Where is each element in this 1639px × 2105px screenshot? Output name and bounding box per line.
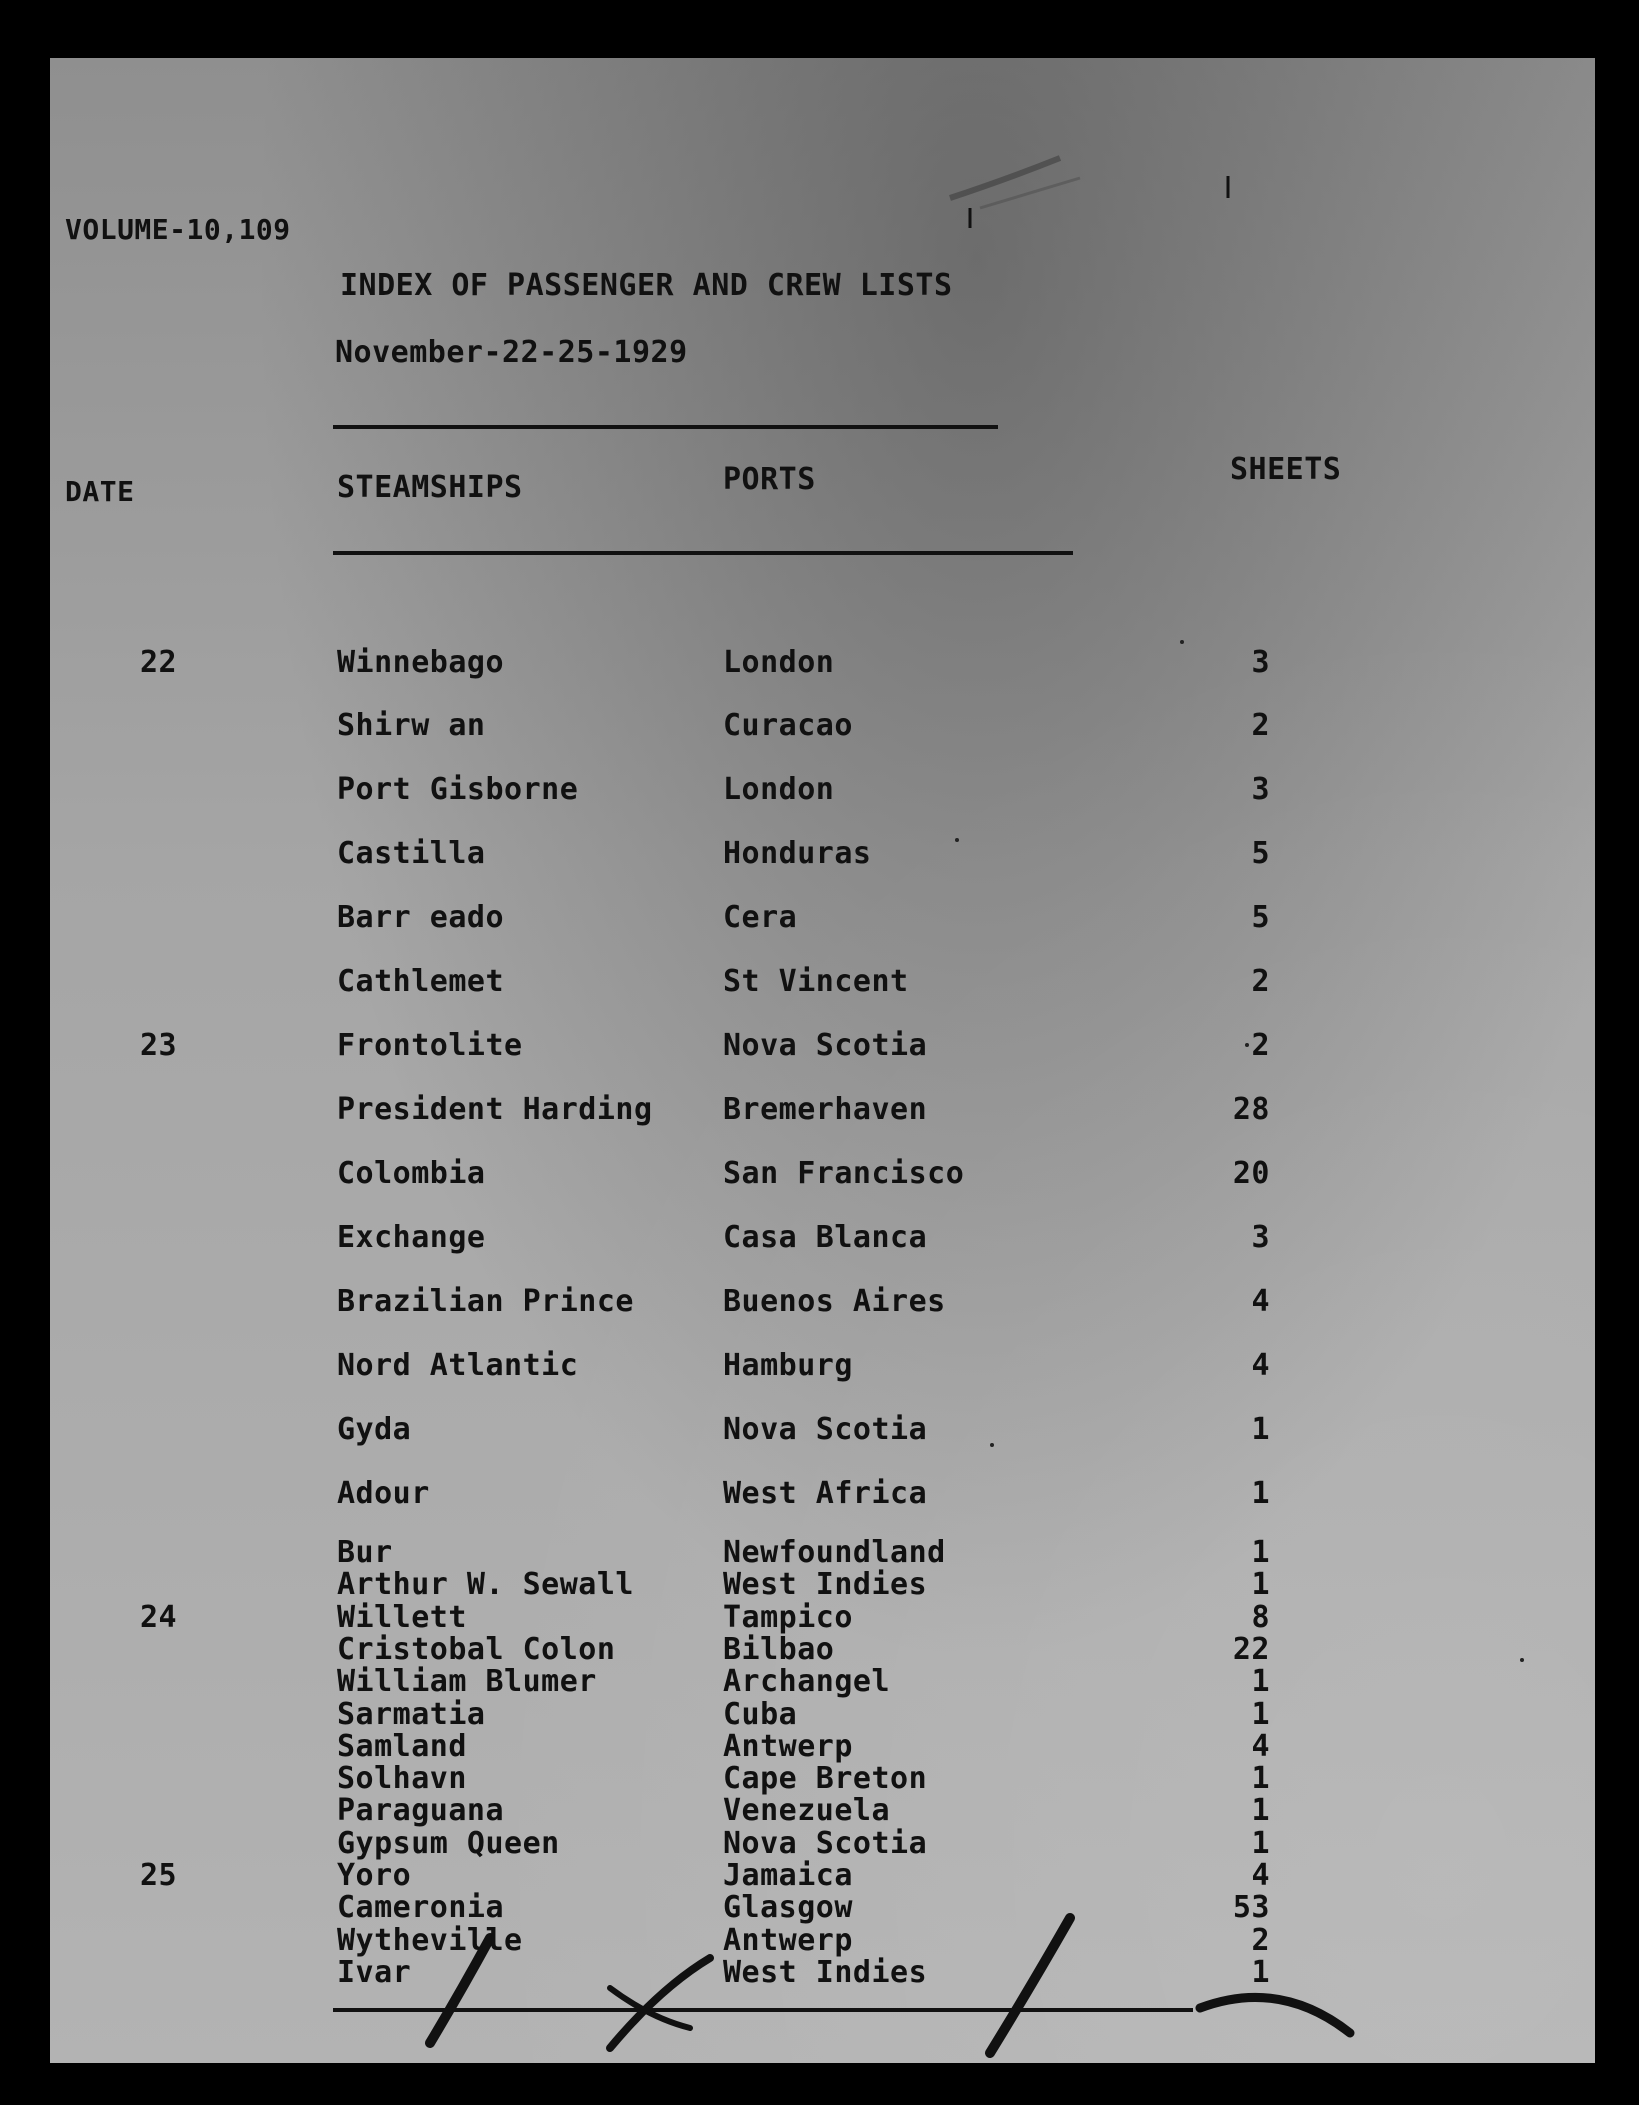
row-port: Nova Scotia	[723, 1412, 928, 1447]
row-sheets: 2	[1251, 708, 1270, 743]
row-port: Antwerp	[723, 1922, 853, 1958]
row-port: Bremerhaven	[723, 1092, 928, 1127]
row-port: Honduras	[723, 836, 872, 871]
row-port: Buenos Aires	[723, 1284, 946, 1319]
row-port: St Vincent	[723, 964, 909, 999]
row-port: Casa Blanca	[723, 1220, 928, 1255]
row-steamship: Bur	[337, 1535, 393, 1570]
row-steamship: Solhavn	[337, 1761, 467, 1797]
row-steamship: Colombia	[337, 1156, 486, 1191]
row-date: 22	[140, 645, 178, 680]
row-sheets: 1	[1251, 1793, 1270, 1829]
row-sheets: 1	[1251, 1664, 1270, 1700]
row-steamship: Cameronia	[337, 1890, 505, 1926]
row-sheets: 53	[1232, 1890, 1270, 1926]
row-port: Jamaica	[723, 1858, 853, 1893]
document-title: INDEX OF PASSENGER AND CREW LISTS	[340, 268, 953, 303]
row-sheets: 2	[1251, 964, 1270, 999]
row-sheets: 1	[1251, 1567, 1270, 1603]
row-steamship: Exchange	[337, 1220, 486, 1255]
row-sheets: 3	[1251, 1220, 1270, 1255]
row-steamship: President Harding	[337, 1092, 653, 1127]
row-steamship: Winnebago	[337, 645, 505, 680]
row-sheets: 1	[1251, 1412, 1270, 1447]
row-sheets: 1	[1251, 1696, 1270, 1732]
row-sheets: 1	[1251, 1535, 1270, 1570]
row-sheets: 5	[1251, 900, 1270, 935]
row-port: London	[723, 645, 835, 680]
row-port: Curacao	[723, 708, 853, 743]
row-port: Glasgow	[723, 1890, 853, 1926]
row-sheets: 1	[1251, 1954, 1270, 1990]
row-sheets: 4	[1251, 1728, 1270, 1764]
speck	[1245, 1043, 1249, 1047]
row-sheets: 20	[1232, 1156, 1270, 1191]
row-steamship: Ivar	[337, 1954, 412, 1990]
row-steamship: Yoro	[337, 1858, 412, 1893]
speck	[990, 1443, 994, 1447]
row-port: Antwerp	[723, 1728, 853, 1764]
row-steamship: Sarmatia	[337, 1696, 486, 1732]
row-port: Nova Scotia	[723, 1825, 928, 1861]
header-ports: PORTS	[723, 462, 816, 497]
row-steamship: Paraguana	[337, 1793, 505, 1829]
row-date: 25	[140, 1858, 178, 1893]
top-rule	[333, 425, 998, 429]
row-port: San Francisco	[723, 1156, 965, 1191]
row-steamship: Brazilian Prince	[337, 1284, 634, 1319]
row-steamship: Shirw an	[337, 708, 486, 743]
row-port: London	[723, 772, 835, 807]
speck	[1520, 1658, 1524, 1662]
bottom-rule	[333, 2008, 1193, 2012]
row-steamship: Adour	[337, 1476, 430, 1511]
row-port: West Africa	[723, 1476, 928, 1511]
row-steamship: Gyda	[337, 1412, 412, 1447]
header-sheets: SHEETS	[1230, 452, 1342, 487]
row-steamship: Nord Atlantic	[337, 1348, 579, 1383]
row-port: Cuba	[723, 1696, 798, 1732]
row-sheets: 3	[1251, 645, 1270, 680]
row-sheets: 4	[1251, 1858, 1270, 1893]
row-steamship: William Blumer	[337, 1664, 597, 1700]
row-sheets: 28	[1232, 1092, 1270, 1127]
row-date: 24	[140, 1599, 178, 1635]
row-sheets: 8	[1251, 1599, 1270, 1635]
row-port: Newfoundland	[723, 1535, 946, 1570]
row-sheets: 5	[1251, 836, 1270, 871]
row-port: Archangel	[723, 1664, 891, 1700]
row-port: Tampico	[723, 1599, 853, 1635]
row-sheets: 2	[1251, 1028, 1270, 1063]
volume-number: VOLUME-10,109	[65, 213, 291, 246]
row-port: Cape Breton	[723, 1761, 928, 1797]
row-sheets: 22	[1232, 1631, 1270, 1667]
row-sheets: 4	[1251, 1284, 1270, 1319]
row-sheets: 1	[1251, 1761, 1270, 1797]
row-sheets: 1	[1251, 1825, 1270, 1861]
row-date: 23	[140, 1028, 178, 1063]
row-port: Hamburg	[723, 1348, 853, 1383]
speck	[955, 838, 959, 842]
row-steamship: Frontolite	[337, 1028, 523, 1063]
row-port: Nova Scotia	[723, 1028, 928, 1063]
header-rule	[333, 551, 1073, 555]
document-page	[50, 58, 1595, 2063]
row-sheets: 1	[1251, 1476, 1270, 1511]
row-steamship: Arthur W. Sewall	[337, 1567, 634, 1603]
header-date: DATE	[65, 475, 135, 508]
row-port: West Indies	[723, 1954, 928, 1990]
row-steamship: Gypsum Queen	[337, 1825, 560, 1861]
row-steamship: Port Gisborne	[337, 772, 579, 807]
row-steamship: Wytheville	[337, 1922, 523, 1958]
row-port: Venezuela	[723, 1793, 891, 1829]
row-steamship: Cristobal Colon	[337, 1631, 616, 1667]
row-sheets: 3	[1251, 772, 1270, 807]
header-steamships: STEAMSHIPS	[337, 470, 523, 505]
row-steamship: Samland	[337, 1728, 467, 1764]
date-range: November-22-25-1929	[335, 335, 688, 370]
speck	[1180, 640, 1184, 644]
row-steamship: Castilla	[337, 836, 486, 871]
row-sheets: 2	[1251, 1922, 1270, 1958]
row-steamship: Cathlemet	[337, 964, 505, 999]
row-port: West Indies	[723, 1567, 928, 1603]
row-port: Cera	[723, 900, 798, 935]
row-sheets: 4	[1251, 1348, 1270, 1383]
row-steamship: Willett	[337, 1599, 467, 1635]
row-steamship: Barr eado	[337, 900, 505, 935]
row-port: Bilbao	[723, 1631, 835, 1667]
